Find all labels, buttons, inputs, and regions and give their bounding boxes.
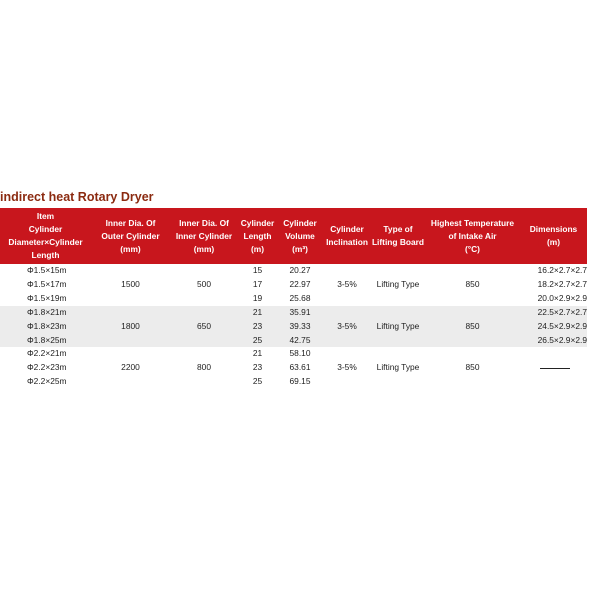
cell-inner-dia: 800 <box>197 362 211 373</box>
cell-length: 23 <box>238 320 277 334</box>
cell-inclination: 3-5% <box>337 278 357 289</box>
cell-item: Φ1.8×25m <box>0 334 91 348</box>
cell-length: 21 <box>238 306 277 320</box>
cell-length: 21 <box>252 348 263 359</box>
cell-item: Φ1.5×15m <box>27 265 67 275</box>
cell-length: 17 <box>252 278 263 289</box>
cell-outer-dia: 1800 <box>91 306 170 348</box>
cell-volume: 63.61 <box>289 362 311 373</box>
cell-volume: 22.97 <box>289 278 311 289</box>
cell-lifting: Lifting Type <box>376 362 420 373</box>
table-title: indirect heat Rotary Dryer <box>0 190 154 204</box>
cell-volume: 69.15 <box>289 376 311 387</box>
cell-volume: 20.27 <box>289 265 311 275</box>
cell-item: Φ1.8×21m <box>0 306 91 320</box>
header-item: Item Cylinder Diameter×Cylinder Length <box>0 208 91 264</box>
cell-temp: 850 <box>465 278 480 289</box>
header-inclination: Cylinder Inclination <box>323 208 371 264</box>
header-inner-dia: Inner Dia. Of Inner Cylinder (mm) <box>170 208 238 264</box>
cell-outer-dia: 1500 <box>121 278 140 289</box>
cell-dimensions <box>520 347 587 389</box>
cell-length: 25 <box>238 334 277 348</box>
cell-volume: 42.75 <box>277 334 323 348</box>
cell-inclination: 3-5% <box>337 362 357 373</box>
cell-length: 19 <box>252 292 263 303</box>
header-volume: Cylinder Volume (m³) <box>277 208 323 264</box>
cell-item: Φ1.5×17m <box>27 278 67 289</box>
cell-dimensions: 18.2×2.7×2.7 <box>537 278 587 289</box>
cell-length: 25 <box>252 376 263 387</box>
header-outer-dia: Inner Dia. Of Outer Cylinder (mm) <box>91 208 170 264</box>
cell-inner-dia: 650 <box>170 306 238 348</box>
cell-inclination: 3-5% <box>323 306 371 348</box>
cell-volume: 35.91 <box>277 306 323 320</box>
cell-outer-dia: 2200 <box>121 362 140 373</box>
header-length: Cylinder Length (m) <box>238 208 277 264</box>
header-row <box>0 208 587 264</box>
table-row <box>0 264 587 278</box>
cell-item: Φ2.2×25m <box>27 376 67 387</box>
header-dimensions: Dimensions (m) <box>520 208 587 264</box>
dimensions-dash <box>540 368 570 369</box>
cell-dimensions: 22.5×2.7×2.7 <box>520 306 587 320</box>
header-temp: Highest Temperature of Intake Air (°C) <box>425 208 520 264</box>
cell-length: 15 <box>252 265 263 275</box>
cell-dimensions: 16.2×2.7×2.7 <box>537 265 587 275</box>
cell-lifting: Lifting Type <box>371 306 425 348</box>
table-row <box>0 306 587 320</box>
cell-dimensions: 24.5×2.9×2.9 <box>520 320 587 334</box>
cell-dimensions: 26.5×2.9×2.9 <box>520 334 587 348</box>
cell-lifting: Lifting Type <box>376 278 420 289</box>
cell-length: 23 <box>252 362 263 373</box>
cell-item: Φ1.8×23m <box>0 320 91 334</box>
cell-volume: 39.33 <box>277 320 323 334</box>
cell-dimensions: 20.0×2.9×2.9 <box>537 292 587 303</box>
header-lifting: Type of Lifting Board <box>371 208 425 264</box>
spec-table <box>0 208 587 389</box>
cell-volume: 58.10 <box>289 348 311 359</box>
cell-item: Φ1.5×19m <box>27 292 67 303</box>
cell-volume: 25.68 <box>289 292 311 303</box>
cell-inner-dia: 500 <box>197 278 211 289</box>
cell-item: Φ2.2×23m <box>27 362 67 373</box>
cell-temp: 850 <box>425 306 520 348</box>
cell-temp: 850 <box>465 362 480 373</box>
cell-item: Φ2.2×21m <box>27 348 67 359</box>
table-row <box>0 347 587 361</box>
